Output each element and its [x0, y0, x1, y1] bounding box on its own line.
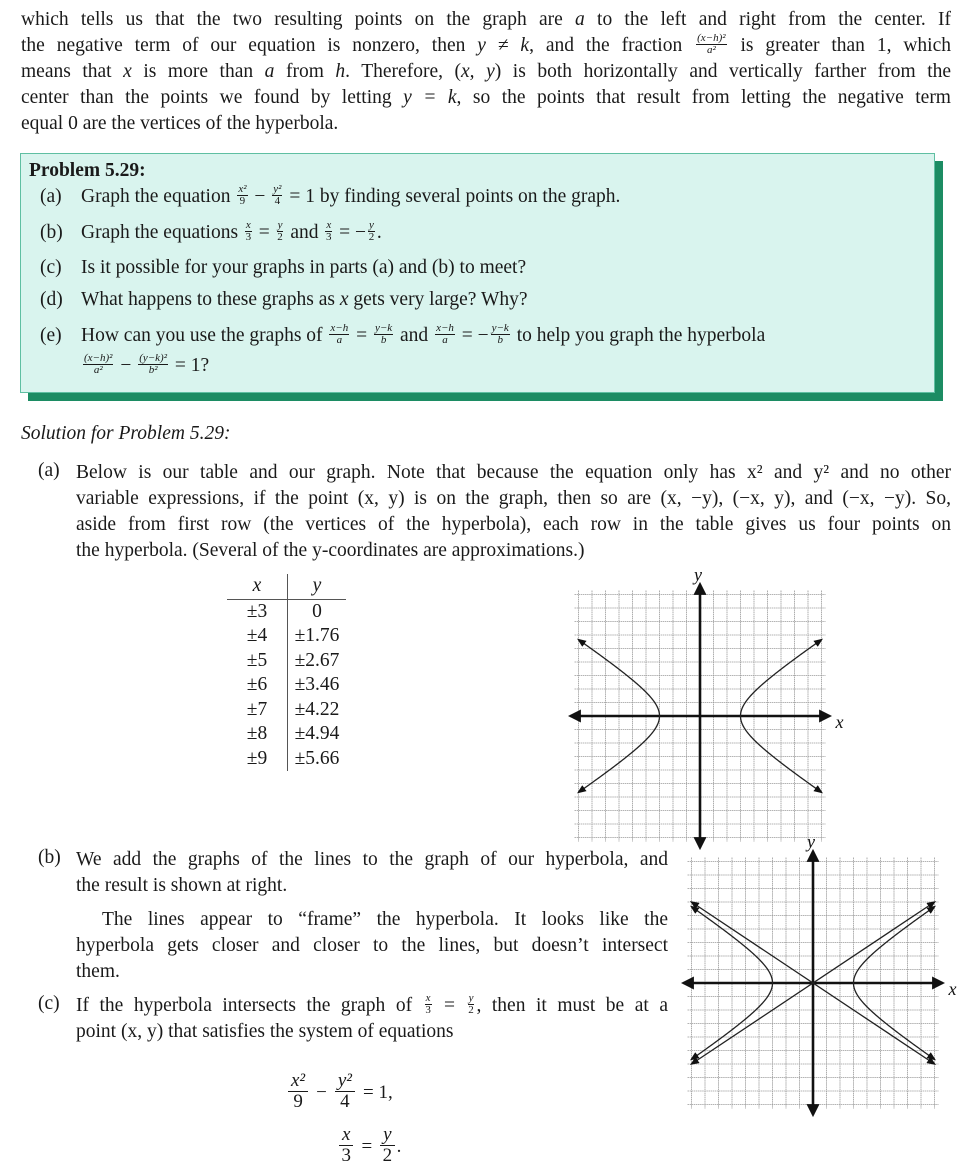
fraction: $\frac{x}{3}$ [339, 1125, 353, 1166]
text-line: hyperbola gets closer and closer to the lines, but doesn’t intersect [76, 935, 668, 956]
hyperbola-graph [570, 564, 844, 845]
cell-x: ±4 [227, 624, 288, 649]
intro-line-4: center than the points we found by letting y = k, so the points that result from letting the negative term [21, 87, 951, 108]
text-line: The lines appear to “frame” the hyperbola. It looks like the [102, 909, 668, 930]
fraction: $\frac{y}{2}$ [368, 219, 375, 244]
cell-y: ±3.46 [294, 674, 340, 696]
table-row [227, 599, 346, 624]
equation-1: $\frac{\text{x²}}{9}$ − $\frac{\text{y²}}{4}$ = 1, [286, 1066, 401, 1120]
fraction: $\frac{\text{(x−h)²}}{\text{a²}}$ [84, 352, 113, 377]
table-row [227, 673, 346, 698]
part-text: How can you use the graphs of [81, 325, 328, 346]
part-text: and [285, 222, 324, 243]
part-text: Graph the equation [81, 186, 236, 207]
fraction: $\frac{\text{(y−k)²}}{\text{b²}}$ [139, 352, 167, 377]
part-text: = 1 by finding several points on the graph. [284, 186, 621, 207]
part-text: − [115, 355, 137, 376]
intro-line-5: equal 0 are the vertices of the hyperbola. [21, 113, 339, 134]
fraction: $\frac{x-h}{a}$ [330, 322, 349, 347]
part-text: = [253, 222, 275, 243]
text-line: the result is shown at right. [76, 875, 288, 896]
problem-part-d [40, 289, 528, 311]
equation-2: $\frac{x}{3}$ = $\frac{y}{2}$ . [337, 1120, 401, 1174]
text-line: aside from first row (the vertices of the hyperbola), each row in the table gives us four points on [76, 514, 951, 535]
values-table [227, 574, 346, 771]
intro-line-2: the negative term of our equation is nonzero, then y ≠ k, and the fraction $\frac{\text{(x−h)²}}{\text{a²}}$ is greater than 1, which [21, 32, 951, 57]
fraction: $\frac{y}{2}$ [277, 219, 283, 244]
part-text: to help you graph the hyperbola [511, 325, 766, 346]
solution-title: Solution for Problem 5.29: [21, 423, 231, 444]
part-label: (b) [40, 222, 63, 243]
intro-line-3: means that x is more than a from h. Therefore, (x, y) is both horizontally and vertically farther from the [21, 61, 952, 82]
problem-title: Problem 5.29: [29, 160, 146, 181]
part-text: = [351, 325, 372, 346]
x-axis-label: x [835, 712, 844, 732]
column-header-y: y [288, 574, 347, 599]
fraction: $\frac{\text{(x−h)²}}{\text{a²}}$ [697, 32, 726, 57]
y-axis-label: y [694, 564, 702, 585]
part-text: Graph the equations [81, 222, 243, 243]
problem-part-c [40, 257, 526, 279]
part-text: and [395, 325, 434, 346]
part-text: = − [334, 222, 366, 243]
fraction: $\frac{x}{3}$ [326, 219, 332, 244]
cell-y: ±1.76 [294, 625, 340, 647]
equation-system [286, 1066, 401, 1174]
part-text: . [376, 222, 382, 243]
problem-part-e [40, 322, 766, 348]
fraction: $\frac{y}{2}$ [380, 1125, 394, 1166]
problem-box [20, 153, 935, 393]
x-axis-label: x [948, 979, 957, 999]
fraction: $\frac{\text{y²}}{4}$ [335, 1071, 355, 1112]
cell-y: ±2.67 [294, 649, 340, 671]
text-line: Below is our table and our graph. Note that because the equation only has x² and y² and no other [76, 462, 951, 483]
part-text: gets very large? Why? [348, 289, 528, 310]
cell-x: ±6 [227, 673, 288, 698]
part-label: (c) [38, 993, 60, 1014]
fraction: $\frac{\text{x²}}{9}$ [288, 1071, 308, 1112]
problem-part-b [40, 219, 382, 245]
fraction: $\frac{x}{3}$ [425, 992, 431, 1017]
part-label: (b) [38, 847, 61, 868]
text-line: If the hyperbola intersects the graph of $\frac{x}{3}$ = $\frac{y}{2}$ , then it must be at a [76, 992, 669, 1017]
problem-part-a [40, 183, 621, 209]
table-row [227, 698, 346, 723]
text-line: variable expressions, if the point (x, y) is on the graph, then so are (x, −y), (−x, y), and (−x, −y). So, [76, 488, 951, 509]
part-text: = 1? [170, 355, 210, 376]
table-row [227, 649, 346, 674]
table-row [227, 624, 346, 649]
intro-line-1: which tells us that the two resulting points on the graph are a to the left and right from the center. If [21, 9, 951, 30]
cell-y: ±4.94 [294, 723, 340, 745]
cell-x: ±5 [227, 649, 288, 674]
part-label: (a) [38, 460, 60, 481]
part-text: = − [456, 325, 489, 346]
part-label: (d) [40, 289, 63, 310]
part-label: (e) [40, 325, 62, 346]
cell-y: ±5.66 [294, 747, 340, 769]
hyperbola-asymptotes-graph [683, 831, 957, 1117]
cell-x: ±9 [227, 747, 288, 772]
text-line: the hyperbola. (Several of the y-coordinates are approximations.) [76, 540, 585, 561]
fraction: $\frac{y}{2}$ [468, 992, 474, 1017]
fraction: $\frac{\text{x²}}{9}$ [238, 183, 247, 208]
cell-x: ±3 [227, 599, 288, 624]
part-text: What happens to these graphs as [81, 289, 340, 310]
table-row [227, 722, 346, 747]
intro-paragraph [21, 7, 951, 137]
part-text: − [249, 186, 271, 207]
column-header-x: x [227, 574, 288, 599]
fraction: $\frac{x-h}{a}$ [436, 322, 454, 347]
y-axis-label: y [807, 831, 815, 852]
cell-x: ±7 [227, 698, 288, 723]
fraction: $\frac{y-k}{b}$ [491, 322, 509, 347]
text-line: We add the graphs of the lines to the graph of our hyperbola, and [76, 849, 668, 870]
text-line: them. [76, 961, 120, 982]
part-label: (a) [40, 186, 62, 207]
cell-x: ±8 [227, 722, 288, 747]
cell-y: ±4.22 [294, 698, 340, 720]
fraction: $\frac{x}{3}$ [245, 219, 252, 244]
table-row [227, 747, 346, 772]
problem-part-e-line2 [81, 352, 210, 378]
fraction: $\frac{\text{y²}}{4}$ [273, 183, 282, 208]
cell-y: 0 [312, 600, 322, 622]
text-line: point (x, y) that satisfies the system of equations [76, 1021, 454, 1042]
table-header-row [227, 574, 346, 599]
fraction: $\frac{y-k}{b}$ [374, 322, 393, 347]
part-text: Is it possible for your graphs in parts (a) and (b) to meet? [81, 257, 527, 278]
solution-a-text [76, 460, 951, 564]
part-var: x [339, 289, 349, 310]
part-label: (c) [40, 257, 62, 278]
